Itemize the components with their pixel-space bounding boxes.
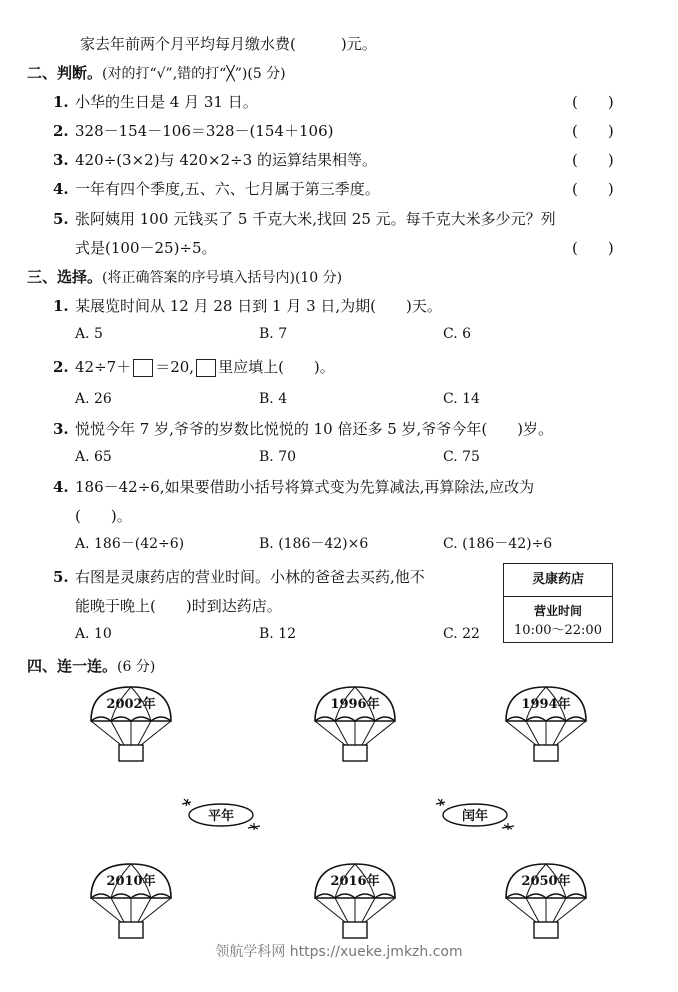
answer-paren[interactable]: ( ) xyxy=(572,93,614,111)
option-b[interactable]: B. 4 xyxy=(259,391,288,407)
judge-item-5 xyxy=(53,209,556,229)
option-c[interactable]: C. 6 xyxy=(443,326,472,342)
item-number: 1. xyxy=(53,93,69,111)
section-4-title: 四、连一连。 xyxy=(27,657,118,675)
year-label: 1996年 xyxy=(330,697,380,712)
year-label: 2002年 xyxy=(106,697,156,712)
parachute-bottom-3[interactable] xyxy=(503,862,589,942)
section-3-title: 三、选择。 xyxy=(27,268,103,286)
answer-paren[interactable]: ( ) xyxy=(572,180,614,198)
answer-paren[interactable]: ( ) xyxy=(572,122,614,140)
item-text: 右图是灵康药店的营业时间。小林的爸爸去买药,他不 xyxy=(75,568,425,586)
footer-watermark: 领航学科网 https://xueke.jmkzh.com xyxy=(215,944,463,960)
category-label: 平年 xyxy=(207,809,234,824)
year-label: 2010年 xyxy=(106,874,156,889)
hours-label: 营业时间 xyxy=(533,604,582,618)
item-text: 一年有四个季度,五、六、七月属于第三季度。 xyxy=(75,180,380,198)
option-c[interactable]: C. 75 xyxy=(443,449,480,465)
section-3-note: (将正确答案的序号填入括号内)(10 分) xyxy=(102,270,343,286)
parachute-top-2[interactable] xyxy=(312,685,398,765)
blank-box[interactable] xyxy=(196,359,216,377)
choice-q4-cont: ( )。 xyxy=(75,507,132,525)
choice-q5 xyxy=(53,567,425,587)
item-text: 某展览时间从 12 月 28 日到 1 月 3 日,为期( )天。 xyxy=(75,297,442,315)
section-4-heading xyxy=(27,656,155,677)
judge-item-2 xyxy=(53,121,334,141)
item-text: 悦悦今年 7 岁,爷爷的岁数比悦悦的 10 倍还多 5 岁,爷爷今年( )岁。 xyxy=(75,420,554,438)
continuation-line: 家去年前两个月平均每月缴水费( )元。 xyxy=(80,35,377,53)
pharmacy-hours-sign xyxy=(503,563,613,643)
choice-q3 xyxy=(53,419,553,439)
item-text: ＝20, xyxy=(155,358,195,376)
year-label: 2050年 xyxy=(521,874,571,889)
category-label: 闰年 xyxy=(461,809,488,824)
section-2-note: (对的打“√”,错的打“╳”)(5 分) xyxy=(102,66,286,82)
item-number: 2. xyxy=(53,122,69,140)
option-c[interactable]: C. 14 xyxy=(443,391,480,407)
option-c[interactable]: C. (186－42)÷6 xyxy=(443,536,553,552)
hours-value: 10:00～22:00 xyxy=(514,623,602,638)
item-number: 3. xyxy=(53,420,69,438)
judge-item-3 xyxy=(53,150,377,170)
item-text: 186－42÷6,如果要借助小括号将算式变为先算减法,再算除法,应改为 xyxy=(75,478,535,496)
option-a[interactable]: A. 65 xyxy=(75,449,112,465)
section-4-note: (6 分) xyxy=(117,659,156,675)
choice-q2 xyxy=(53,357,335,377)
blank-box[interactable] xyxy=(133,359,153,377)
parachute-bottom-2[interactable] xyxy=(312,862,398,942)
option-b[interactable]: B. (186－42)×6 xyxy=(259,536,369,552)
option-c[interactable]: C. 22 xyxy=(443,626,480,642)
answer-paren[interactable]: ( ) xyxy=(572,151,614,169)
section-3-heading xyxy=(27,267,342,288)
parachute-top-1[interactable] xyxy=(88,685,174,765)
judge-item-1 xyxy=(53,92,258,112)
option-b[interactable]: B. 70 xyxy=(259,449,297,465)
answer-paren[interactable]: ( ) xyxy=(572,239,614,257)
section-2-heading xyxy=(27,63,286,84)
item-number: 3. xyxy=(53,151,69,169)
item-text: 328－154－106＝328－(154＋106) xyxy=(75,122,334,140)
item-number: 5. xyxy=(53,568,69,586)
item-text: 42÷7＋ xyxy=(75,358,132,376)
item-number: 2. xyxy=(53,358,69,376)
item-number: 4. xyxy=(53,478,69,496)
option-a[interactable]: A. 26 xyxy=(75,391,112,407)
judge-item-4 xyxy=(53,179,380,199)
parachute-top-3[interactable] xyxy=(503,685,589,765)
item-number: 5. xyxy=(53,210,69,228)
parachute-bottom-1[interactable] xyxy=(88,862,174,942)
item-text: 420÷(3×2)与 420×2÷3 的运算结果相等。 xyxy=(75,151,377,169)
category-leap-year[interactable] xyxy=(432,797,518,831)
option-a[interactable]: A. 5 xyxy=(75,326,103,342)
item-text: 小华的生日是 4 月 31 日。 xyxy=(75,93,258,111)
choice-q1 xyxy=(53,296,442,316)
item-text: 里应填上( )。 xyxy=(218,358,335,376)
option-b[interactable]: B. 12 xyxy=(259,626,297,642)
item-text: 张阿姨用 100 元钱买了 5 千克大米,找回 25 元。每千克大米多少元？列 xyxy=(75,210,556,228)
year-label: 1994年 xyxy=(521,697,571,712)
item-number: 1. xyxy=(53,297,69,315)
year-label: 2016年 xyxy=(330,874,380,889)
option-b[interactable]: B. 7 xyxy=(259,326,288,342)
choice-q4 xyxy=(53,477,534,497)
category-common-year[interactable] xyxy=(178,797,264,831)
judge-item-5-cont: 式是(100－25)÷5。 xyxy=(75,239,217,257)
item-number: 4. xyxy=(53,180,69,198)
pharmacy-name: 灵康药店 xyxy=(504,564,612,597)
section-2-title: 二、判断。 xyxy=(27,64,103,82)
option-a[interactable]: A. 186－(42÷6) xyxy=(75,536,185,552)
choice-q5-cont: 能晚于晚上( )时到达药店。 xyxy=(75,597,282,615)
option-a[interactable]: A. 10 xyxy=(75,626,112,642)
